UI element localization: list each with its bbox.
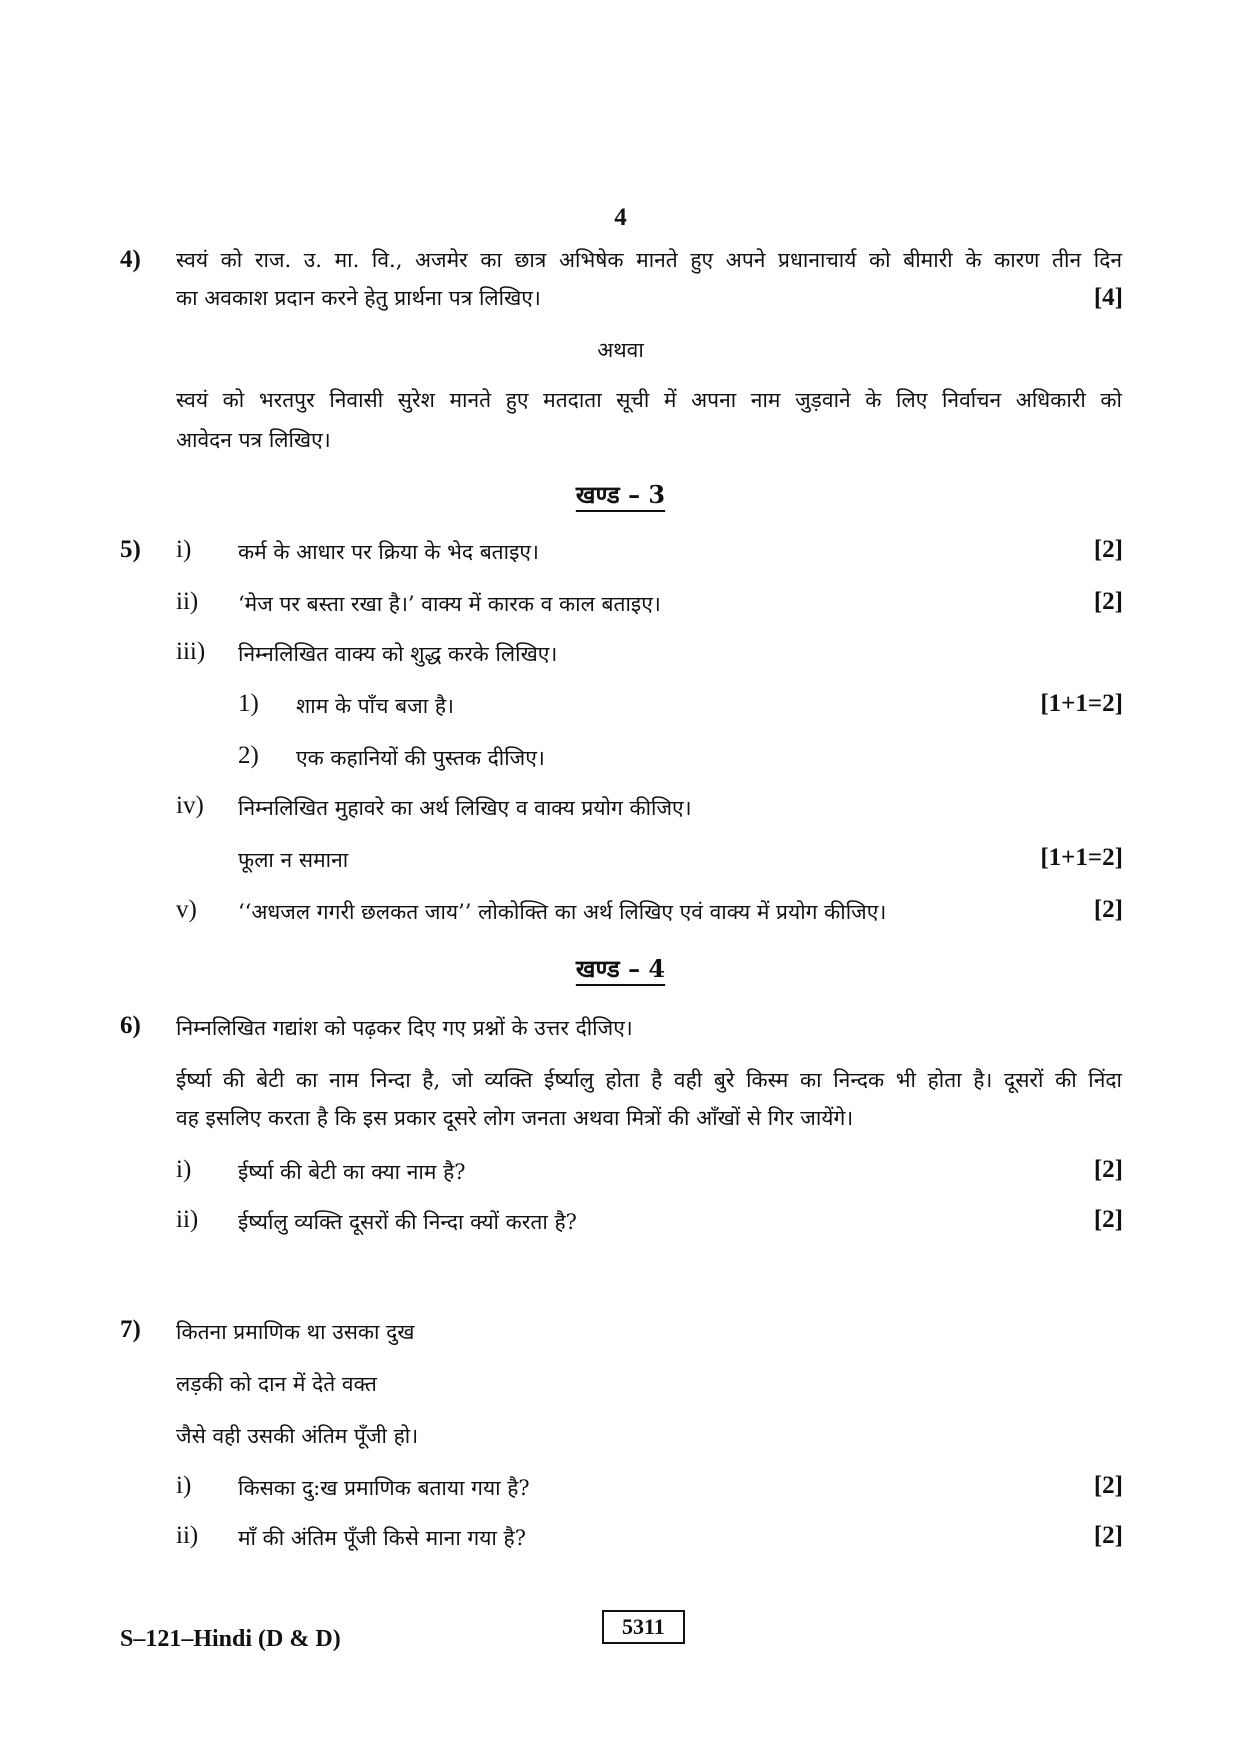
- q5-ii-text: ‘मेज पर बस्ता रखा है।’ वाक्य में कारक व काल बताइए।: [238, 592, 661, 616]
- paper-code: S–121–Hindi (D & D): [120, 1626, 341, 1652]
- section-3-heading: खण्ड – 3: [575, 480, 666, 509]
- q5-v-label: v): [176, 896, 197, 923]
- q6-ii-label: ii): [176, 1206, 199, 1233]
- q5-v-marks: [2]: [1093, 896, 1123, 923]
- q5-iv-text: निम्नलिखित मुहावरे का अर्थ लिखिए व वाक्य प्रयोग कीजिए।: [238, 796, 692, 820]
- q4-or: अथवा: [597, 338, 644, 362]
- q6-passage-line1: ईर्ष्या की बेटी का नाम निन्दा है, जो व्यक्ति ईर्ष्यालु होता है वही बुरे किस्म का निन्दक भी होता है। दूसरों की निंदा: [176, 1068, 1122, 1092]
- q7-poem-line1: कितना प्रमाणिक था उसका दुख: [176, 1320, 415, 1344]
- q5-ii-marks: [2]: [1093, 588, 1123, 615]
- q5-ii-label: ii): [176, 588, 199, 615]
- q6-instruction: निम्नलिखित गद्यांश को पढ़कर दिए गए प्रश्नों के उत्तर दीजिए।: [176, 1016, 633, 1040]
- q5-iii-sub1-text: शाम के पाँच बजा है।: [296, 694, 454, 718]
- q5-iii-sub1-label: 1): [238, 690, 259, 717]
- q6-passage-line2: वह इसलिए करता है कि इस प्रकार दूसरे लोग जनता अथवा मित्रों की आँखों से गिर जायेंगे।: [176, 1106, 854, 1130]
- q5-number: 5): [120, 536, 141, 563]
- q7-ii-marks: [2]: [1093, 1522, 1123, 1549]
- q4-number: 4): [120, 246, 141, 273]
- q5-i-text: कर्म के आधार पर क्रिया के भेद बताइए।: [238, 540, 539, 564]
- q7-i-label: i): [176, 1472, 192, 1499]
- q7-poem-line2: लड़की को दान में देते वक्त: [176, 1372, 377, 1396]
- q4-marks: [4]: [1093, 284, 1123, 311]
- q4-alt-line2: आवेदन पत्र लिखिए।: [176, 428, 331, 452]
- q6-ii-marks: [2]: [1093, 1206, 1123, 1233]
- q7-number: 7): [120, 1316, 141, 1343]
- q5-iii-label: iii): [176, 638, 206, 665]
- page-number: 4: [614, 204, 627, 231]
- q7-i-marks: [2]: [1093, 1472, 1123, 1499]
- q5-iv-label: iv): [176, 792, 204, 819]
- q5-iii-text: निम्नलिखित वाक्य को शुद्ध करके लिखिए।: [238, 642, 558, 666]
- q5-v-text: ‘‘अधजल गगरी छलकत जाय’’ लोकोक्ति का अर्थ लिखिए एवं वाक्य में प्रयोग कीजिए।: [238, 900, 887, 924]
- q5-iv-idiom: फूला न समाना: [238, 848, 349, 872]
- booklet-code-box: 5311: [602, 1610, 685, 1644]
- q4-line2: का अवकाश प्रदान करने हेतु प्रार्थना पत्र लिखिए।: [176, 286, 541, 310]
- q6-number: 6): [120, 1012, 141, 1039]
- q4-alt-line1: स्वयं को भरतपुर निवासी सुरेश मानते हुए मतदाता सूची में अपना नाम जुड़वाने के लिए निर्वाचन अधिकारी को: [176, 388, 1122, 412]
- q5-iv-marks: [1+1=2]: [1040, 844, 1123, 871]
- q6-ii-text: ईर्ष्यालु व्यक्ति दूसरों की निन्दा क्यों करता है?: [238, 1210, 577, 1234]
- section-4-heading: खण्ड – 4: [575, 954, 666, 983]
- q6-i-marks: [2]: [1093, 1156, 1123, 1183]
- q6-i-text: ईर्ष्या की बेटी का क्या नाम है?: [238, 1160, 466, 1184]
- q5-iii-marks: [1+1=2]: [1040, 690, 1123, 717]
- q5-i-label: i): [176, 536, 192, 563]
- q5-iii-sub2-text: एक कहानियों की पुस्तक दीजिए।: [296, 746, 545, 770]
- q7-poem-line3: जैसे वही उसकी अंतिम पूँजी हो।: [176, 1424, 419, 1448]
- q7-ii-label: ii): [176, 1522, 199, 1549]
- q6-i-label: i): [176, 1156, 192, 1183]
- q4-line1: स्वयं को राज. उ. मा. वि., अजमेर का छात्र अभिषेक मानते हुए अपने प्रधानाचार्य को बीमारी के कारण तीन दिन: [176, 248, 1122, 272]
- q5-iii-sub2-label: 2): [238, 742, 259, 769]
- q7-i-text: किसका दु:ख प्रमाणिक बताया गया है?: [238, 1476, 530, 1500]
- q7-ii-text: माँ की अंतिम पूँजी किसे माना गया है?: [238, 1526, 526, 1550]
- q5-i-marks: [2]: [1093, 536, 1123, 563]
